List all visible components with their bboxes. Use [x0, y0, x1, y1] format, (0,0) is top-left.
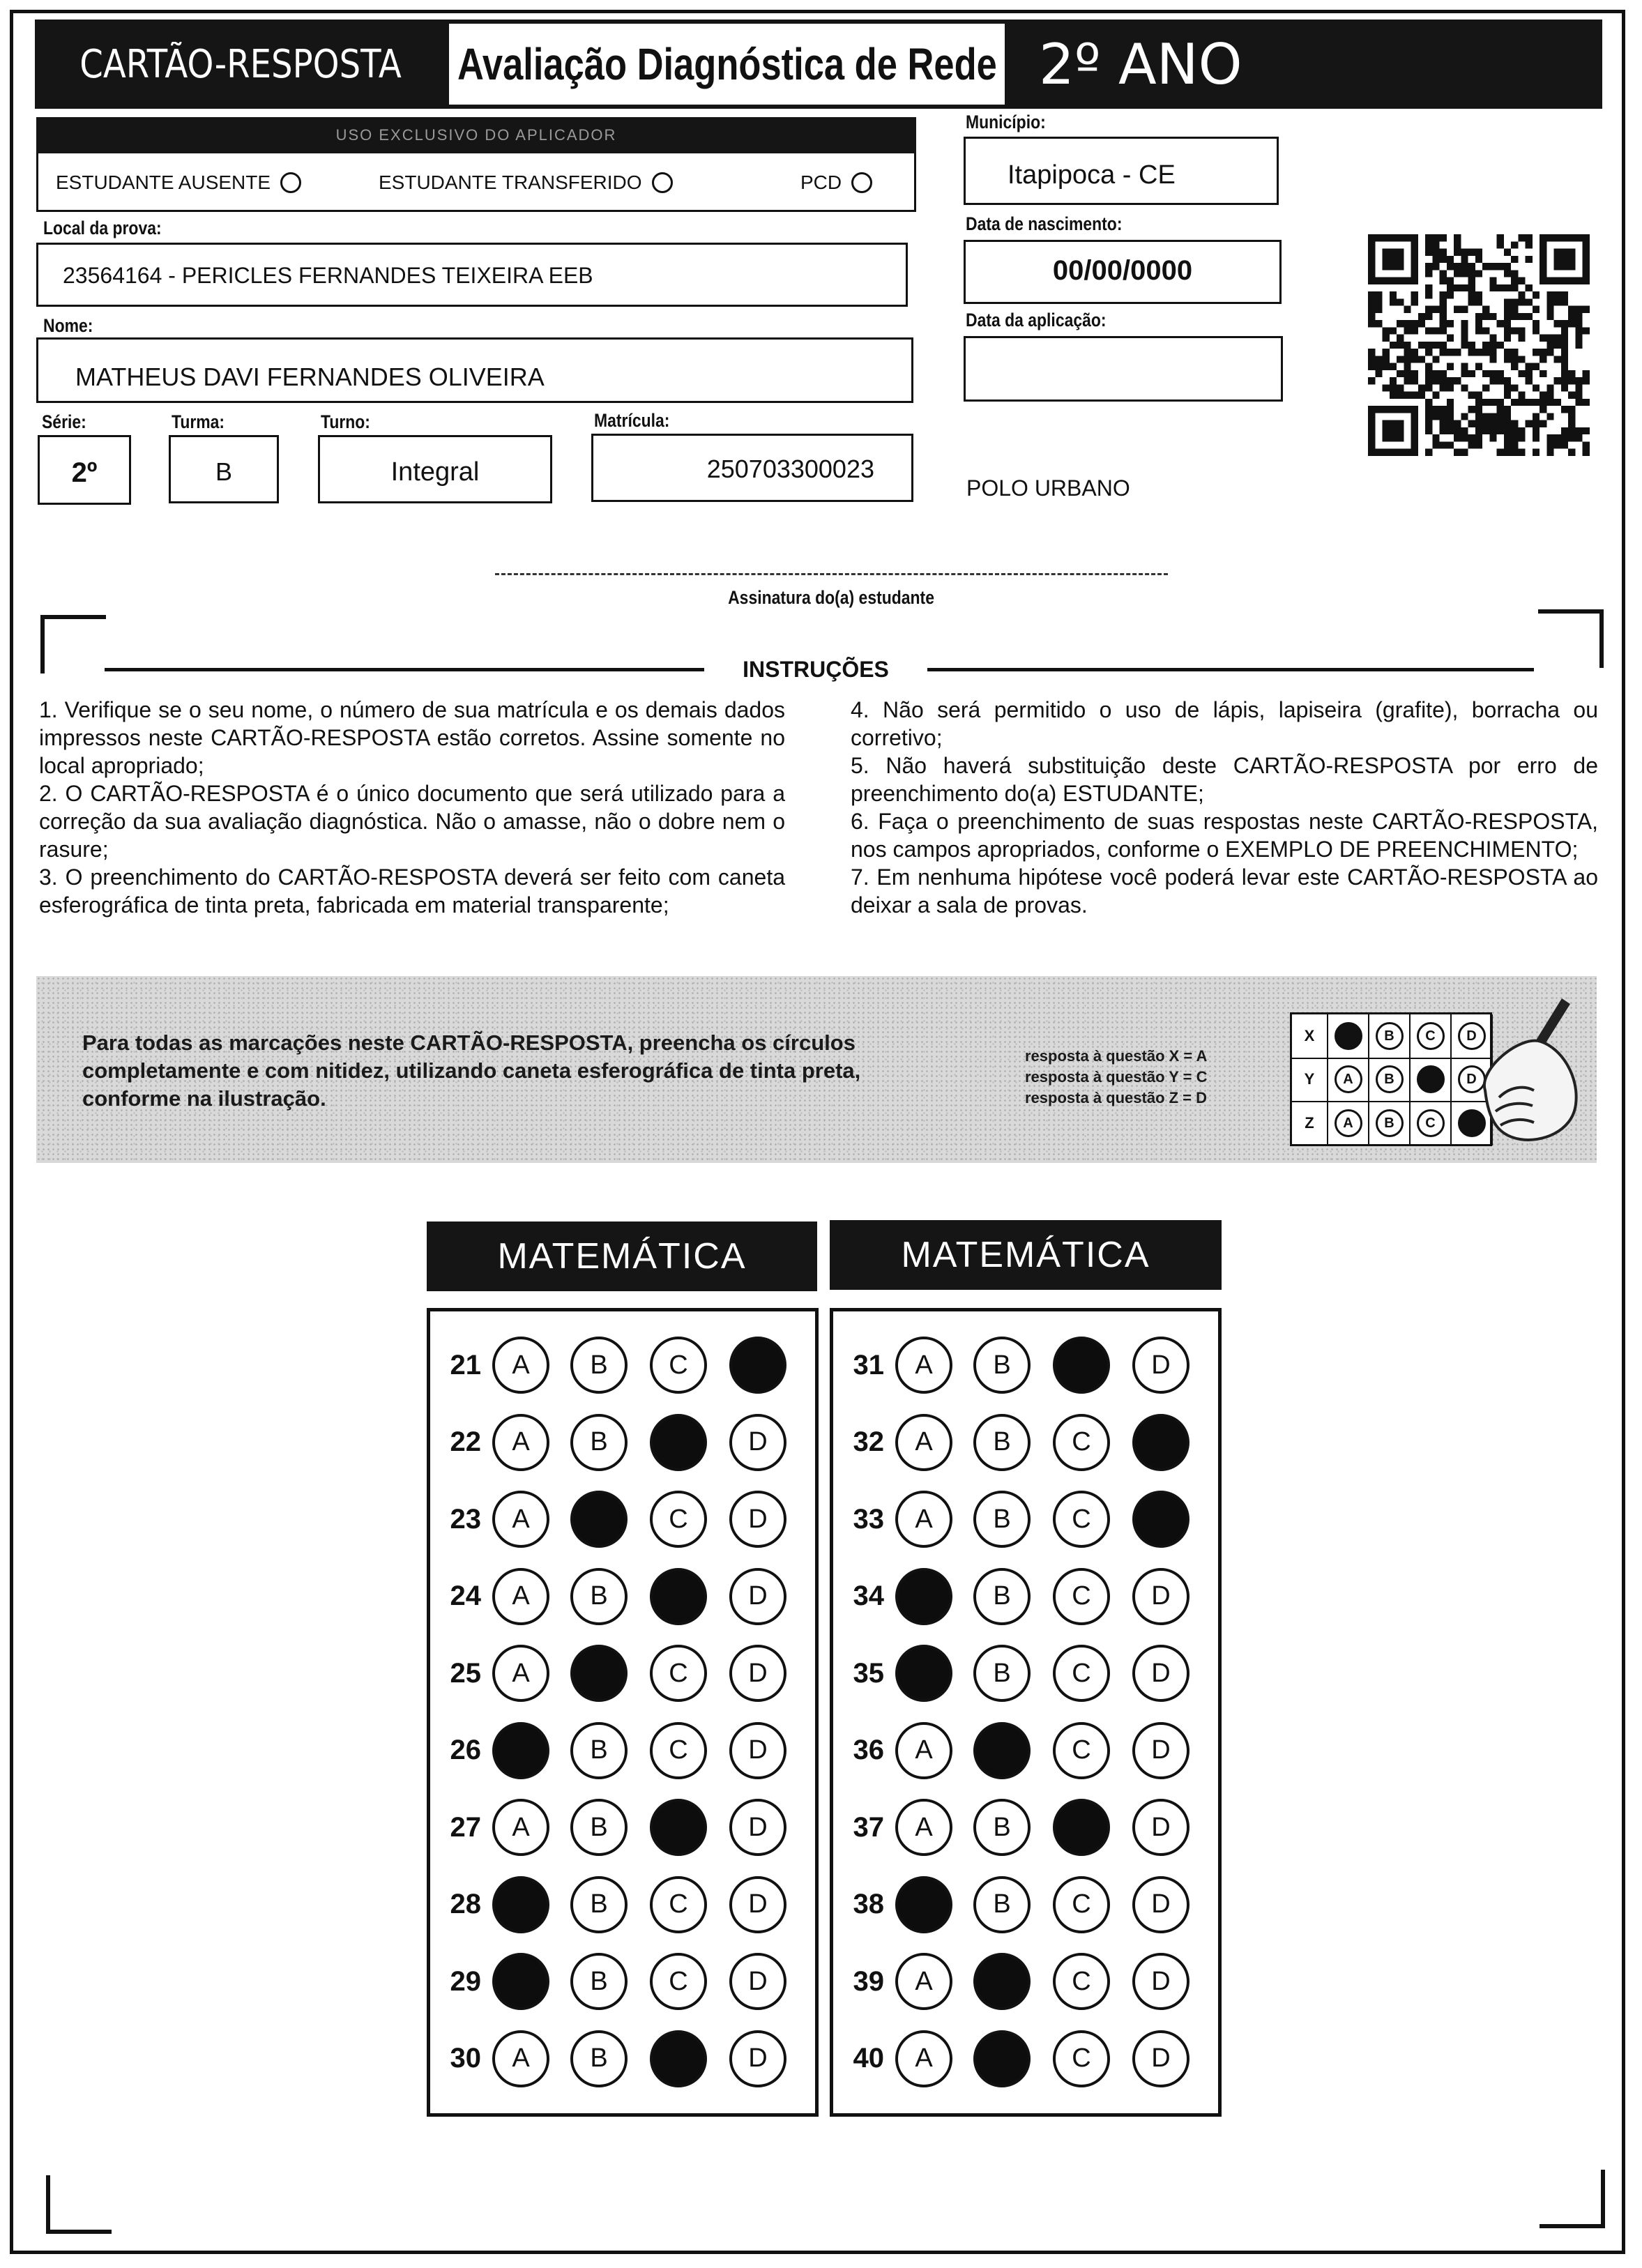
example-cell	[1411, 1058, 1452, 1101]
bubble-a[interactable]: A	[895, 1414, 952, 1471]
bubble-c[interactable]: C	[650, 1953, 707, 2010]
bubble-b[interactable]: B	[973, 1645, 1031, 1702]
bubble-d[interactable]: D	[1132, 1953, 1189, 2010]
signature-label: Assinatura do(a) estudante	[728, 587, 935, 608]
bubble-b[interactable]: B	[973, 1799, 1031, 1856]
nascimento-label: Data de nascimento:	[966, 213, 1123, 234]
question-number: 28	[450, 1889, 481, 1919]
bubble-a[interactable]: A	[492, 1414, 549, 1471]
bubble-b[interactable]	[973, 1722, 1031, 1779]
local-value: 23564164 - PERICLES FERNANDES TEIXEIRA EEB	[63, 263, 593, 288]
example-text: Para todas as marcações neste CARTÃO-RESPOSTA, preencha os círculos completamente e com nitidez, utilizando caneta esferográfica de tinta preta, conforme na ilustração.	[82, 1030, 861, 1111]
question-number: 22	[450, 1426, 481, 1457]
subject-header: MATEMÁTICA	[830, 1220, 1222, 1290]
question-row-39	[835, 1947, 1212, 2016]
bubble-c[interactable]: C	[1053, 1953, 1110, 2010]
bubble-c[interactable]: C	[1053, 1645, 1110, 1702]
radio-circle-icon[interactable]	[652, 172, 673, 193]
bubble-d[interactable]: D	[729, 1953, 786, 2010]
question-number: 24	[450, 1581, 481, 1611]
example-label-z: resposta à questão Z = D	[1025, 1089, 1208, 1106]
question-number: 26	[450, 1735, 481, 1765]
question-number: 30	[450, 2043, 481, 2073]
subject-header: MATEMÁTICA	[427, 1221, 817, 1291]
matricula-label: Matrícula:	[594, 410, 670, 431]
bubble-d[interactable]: D	[1132, 1337, 1189, 1394]
example-bubble-d: D	[1458, 1065, 1486, 1093]
question-row-29	[432, 1947, 809, 2016]
bubble-d[interactable]: D	[1132, 1799, 1189, 1856]
bubble-a[interactable]: A	[895, 1722, 952, 1779]
instruction-7: 7. Em nenhuma hipótese você poderá levar este CARTÃO-RESPOSTA ao deixar a sala de provas.	[851, 865, 1598, 918]
bubble-c[interactable]: C	[1053, 1722, 1110, 1779]
question-number: 21	[450, 1349, 481, 1380]
bubble-a[interactable]	[895, 1645, 952, 1702]
instruction-4: 4. Não será permitido o uso de lápis, lapiseira (grafite), borracha ou corretivo;	[851, 697, 1598, 750]
instructions-rule-left	[105, 668, 704, 671]
signature-line	[495, 573, 1168, 575]
radio-circle-icon[interactable]	[280, 172, 301, 193]
example-bubble-b: B	[1376, 1022, 1404, 1050]
bubble-b[interactable]: B	[973, 1414, 1031, 1471]
bubble-d[interactable]: D	[1132, 1568, 1189, 1625]
bubble-d[interactable]: D	[729, 1722, 786, 1779]
bubble-b[interactable]	[973, 1953, 1031, 2010]
question-row-35	[835, 1638, 1212, 1708]
card-title: CARTÃO-RESPOSTA	[79, 41, 402, 87]
example-labels	[1025, 1046, 1276, 1109]
question-number: 39	[853, 1965, 884, 1997]
question-number: 31	[853, 1349, 884, 1380]
bubble-c[interactable]: C	[1053, 1876, 1110, 1933]
bubble-a[interactable]: A	[492, 1337, 549, 1394]
example-bubble-c	[1417, 1065, 1445, 1093]
nome-label: Nome:	[43, 315, 93, 336]
question-row-27	[432, 1793, 809, 1862]
bubble-d[interactable]: D	[729, 1491, 786, 1548]
bubble-d[interactable]: D	[1132, 1876, 1189, 1933]
example-cell	[1328, 1101, 1369, 1146]
question-row-32	[835, 1408, 1212, 1477]
matricula-value: 250703300023	[706, 455, 874, 483]
bubble-c[interactable]	[650, 1414, 707, 1471]
bubble-c[interactable]: C	[650, 1645, 707, 1702]
question-number: 23	[450, 1503, 481, 1535]
question-number: 29	[450, 1965, 481, 1997]
turma-value: B	[215, 457, 232, 486]
instructions-rule-right	[927, 668, 1534, 671]
bubble-b[interactable]: B	[973, 1337, 1031, 1394]
bubble-a[interactable]: A	[895, 1491, 952, 1548]
option-label: ESTUDANTE TRANSFERIDO	[379, 172, 642, 193]
bubble-a[interactable]: A	[895, 1337, 952, 1394]
instructions-right	[851, 696, 1598, 919]
question-number: 36	[853, 1735, 884, 1765]
example-cell	[1328, 1014, 1369, 1058]
question-row-22	[432, 1408, 809, 1477]
bubble-b[interactable]	[570, 1645, 628, 1702]
bubble-b[interactable]: B	[570, 1568, 628, 1625]
bubble-d[interactable]: D	[729, 1645, 786, 1702]
bubble-b[interactable]: B	[973, 1568, 1031, 1625]
bubble-c[interactable]: C	[1053, 1568, 1110, 1625]
bubble-b[interactable]: B	[570, 1337, 628, 1394]
bubble-c[interactable]: C	[1053, 1491, 1110, 1548]
question-row-40	[835, 2024, 1212, 2094]
bubble-a[interactable]: A	[895, 2030, 952, 2087]
question-row-26	[432, 1716, 809, 1786]
bubble-c[interactable]: C	[650, 1491, 707, 1548]
bubble-c[interactable]	[650, 2030, 707, 2087]
instruction-2: 2. O CARTÃO-RESPOSTA é o único documento que será utilizado para a correção da sua avaliação diagnóstica. Não o amasse, não o dobre nem o rasure;	[39, 781, 785, 862]
bubble-a[interactable]: A	[492, 2030, 549, 2087]
bubble-d[interactable]: D	[1132, 1722, 1189, 1779]
question-row-38	[835, 1870, 1212, 1940]
bubble-b[interactable]	[973, 2030, 1031, 2087]
instruction-1: 1. Verifique se o seu nome, o número de sua matrícula e os demais dados impressos neste CARTÃO-RESPOSTA estão corretos. Assine somente no local apropriado;	[39, 697, 785, 778]
example-cell	[1369, 1101, 1411, 1146]
bubble-c[interactable]: C	[650, 1337, 707, 1394]
corner-bottom-left	[46, 2175, 112, 2234]
question-number: 40	[853, 2043, 884, 2073]
question-number: 35	[853, 1657, 884, 1689]
bubble-b[interactable]: B	[570, 1876, 628, 1933]
radio-circle-icon[interactable]	[851, 172, 872, 193]
example-row-key: Y	[1292, 1058, 1328, 1101]
corner-bottom-right	[1540, 2170, 1605, 2228]
question-row-33	[835, 1484, 1212, 1554]
bubble-c[interactable]	[1053, 1799, 1110, 1856]
question-number: 27	[450, 1811, 481, 1843]
question-row-37	[835, 1793, 1212, 1862]
example-cell	[1369, 1014, 1411, 1058]
bubble-d[interactable]: D	[729, 1876, 786, 1933]
bubble-a[interactable]: A	[492, 1568, 549, 1625]
option-estudante-transferido[interactable]	[379, 172, 673, 194]
option-label: ESTUDANTE AUSENTE	[56, 172, 271, 193]
instructions-left	[39, 696, 785, 919]
bubble-d[interactable]: D	[729, 1799, 786, 1856]
bubble-c[interactable]	[1053, 1337, 1110, 1394]
bubble-a[interactable]: A	[492, 1491, 549, 1548]
question-number: 25	[450, 1657, 481, 1689]
aplicacao-label: Data da aplicação:	[966, 310, 1107, 330]
polo-label: POLO URBANO	[966, 475, 1130, 501]
bubble-b[interactable]: B	[973, 1491, 1031, 1548]
example-cell	[1411, 1101, 1452, 1146]
example-cell	[1328, 1058, 1369, 1101]
question-number: 32	[853, 1426, 884, 1457]
bubble-b[interactable]: B	[570, 1799, 628, 1856]
example-bubble-c: C	[1417, 1109, 1445, 1137]
turno-label: Turno:	[321, 411, 370, 432]
bubble-b[interactable]: B	[570, 1722, 628, 1779]
hand-pencil-icon	[1457, 993, 1597, 1153]
bubble-d[interactable]: D	[729, 1414, 786, 1471]
bubble-a[interactable]	[492, 1722, 549, 1779]
example-bubble-b: B	[1376, 1065, 1404, 1093]
option-label: PCD	[800, 172, 842, 193]
question-row-25	[432, 1638, 809, 1708]
bubble-a[interactable]: A	[492, 1799, 549, 1856]
bubble-a[interactable]	[492, 1876, 549, 1933]
question-number: 33	[853, 1503, 884, 1535]
nome-value: MATHEUS DAVI FERNANDES OLIVEIRA	[75, 363, 545, 391]
bubble-d[interactable]: D	[1132, 1645, 1189, 1702]
bubble-a[interactable]: A	[895, 1953, 952, 2010]
bubble-d[interactable]	[1132, 1491, 1189, 1548]
example-bubble-c: C	[1417, 1022, 1445, 1050]
example-row-key: Z	[1292, 1101, 1328, 1146]
corner-top-right	[1538, 609, 1604, 668]
question-row-21	[432, 1330, 809, 1400]
aplicador-title: USO EXCLUSIVO DO APLICADOR	[36, 117, 916, 153]
exam-title: Avaliação Diagnóstica de Rede	[446, 21, 1008, 107]
corner-top-left	[40, 615, 106, 673]
serie-value: 2º	[71, 457, 98, 488]
nascimento-value: 00/00/0000	[1052, 255, 1193, 286]
bubble-c[interactable]: C	[650, 1722, 707, 1779]
local-label: Local da prova:	[43, 218, 162, 238]
bubble-b[interactable]: B	[570, 1953, 628, 2010]
example-label-x: resposta à questão X = A	[1025, 1047, 1208, 1065]
bubble-a[interactable]: A	[895, 1799, 952, 1856]
example-cell	[1369, 1058, 1411, 1101]
example-bubble-d: D	[1458, 1022, 1486, 1050]
instruction-5: 5. Não haverá substituição deste CARTÃO-RESPOSTA por erro de preenchimento do(a) ESTUDANTE;	[851, 753, 1598, 806]
aplicacao-field	[964, 336, 1283, 402]
question-number: 38	[853, 1889, 884, 1919]
bubble-c[interactable]: C	[650, 1876, 707, 1933]
bubble-b[interactable]: B	[570, 2030, 628, 2087]
serie-label: Série:	[42, 411, 86, 432]
example-row-key: X	[1292, 1014, 1328, 1058]
instruction-6: 6. Faça o preenchimento de suas respostas neste CARTÃO-RESPOSTA, nos campos apropriados, conforme o EXEMPLO DE PREENCHIMENTO;	[851, 809, 1598, 862]
bubble-a[interactable]: A	[492, 1645, 549, 1702]
question-row-31	[835, 1330, 1212, 1400]
bubble-a[interactable]	[492, 1953, 549, 2010]
bubble-d[interactable]	[1132, 1414, 1189, 1471]
bubble-c[interactable]	[650, 1799, 707, 1856]
bubble-c[interactable]	[650, 1568, 707, 1625]
example-bubble-a	[1335, 1022, 1362, 1050]
bubble-d[interactable]	[729, 1337, 786, 1394]
bubble-d[interactable]: D	[729, 1568, 786, 1625]
bubble-b[interactable]: B	[570, 1414, 628, 1471]
bubble-d[interactable]: D	[729, 2030, 786, 2087]
bubble-c[interactable]: C	[1053, 1414, 1110, 1471]
bubble-a[interactable]	[895, 1568, 952, 1625]
question-row-30	[432, 2024, 809, 2094]
question-number: 37	[853, 1811, 884, 1843]
instructions-title: INSTRUÇÕES	[743, 657, 889, 682]
qr-code-icon	[1368, 234, 1590, 456]
question-number: 34	[853, 1581, 884, 1611]
example-label-y: resposta à questão Y = C	[1025, 1068, 1208, 1086]
option-pcd[interactable]	[800, 172, 872, 194]
example-bubble-b: B	[1376, 1109, 1404, 1137]
example-bubble-a: A	[1335, 1109, 1362, 1137]
municipio-label: Município:	[966, 112, 1046, 132]
question-row-28	[432, 1870, 809, 1940]
turma-label: Turma:	[172, 411, 225, 432]
question-row-36	[835, 1716, 1212, 1786]
option-estudante-ausente[interactable]	[56, 172, 301, 194]
question-row-23	[432, 1484, 809, 1554]
bubble-d[interactable]: D	[1132, 2030, 1189, 2087]
question-row-24	[432, 1562, 809, 1631]
grade-title: 2º ANO	[1039, 31, 1242, 97]
bubble-c[interactable]: C	[1053, 2030, 1110, 2087]
example-cell	[1411, 1014, 1452, 1058]
bubble-b[interactable]: B	[973, 1876, 1031, 1933]
question-row-34	[835, 1562, 1212, 1631]
bubble-a[interactable]	[895, 1876, 952, 1933]
instruction-3: 3. O preenchimento do CARTÃO-RESPOSTA deverá ser feito com caneta esferográfica de tinta preta, fabricada em material transparente;	[39, 865, 785, 918]
turno-value: Integral	[390, 457, 480, 487]
bubble-b[interactable]	[570, 1491, 628, 1548]
example-bubble-a: A	[1335, 1065, 1362, 1093]
municipio-value: Itapipoca - CE	[1008, 160, 1176, 190]
